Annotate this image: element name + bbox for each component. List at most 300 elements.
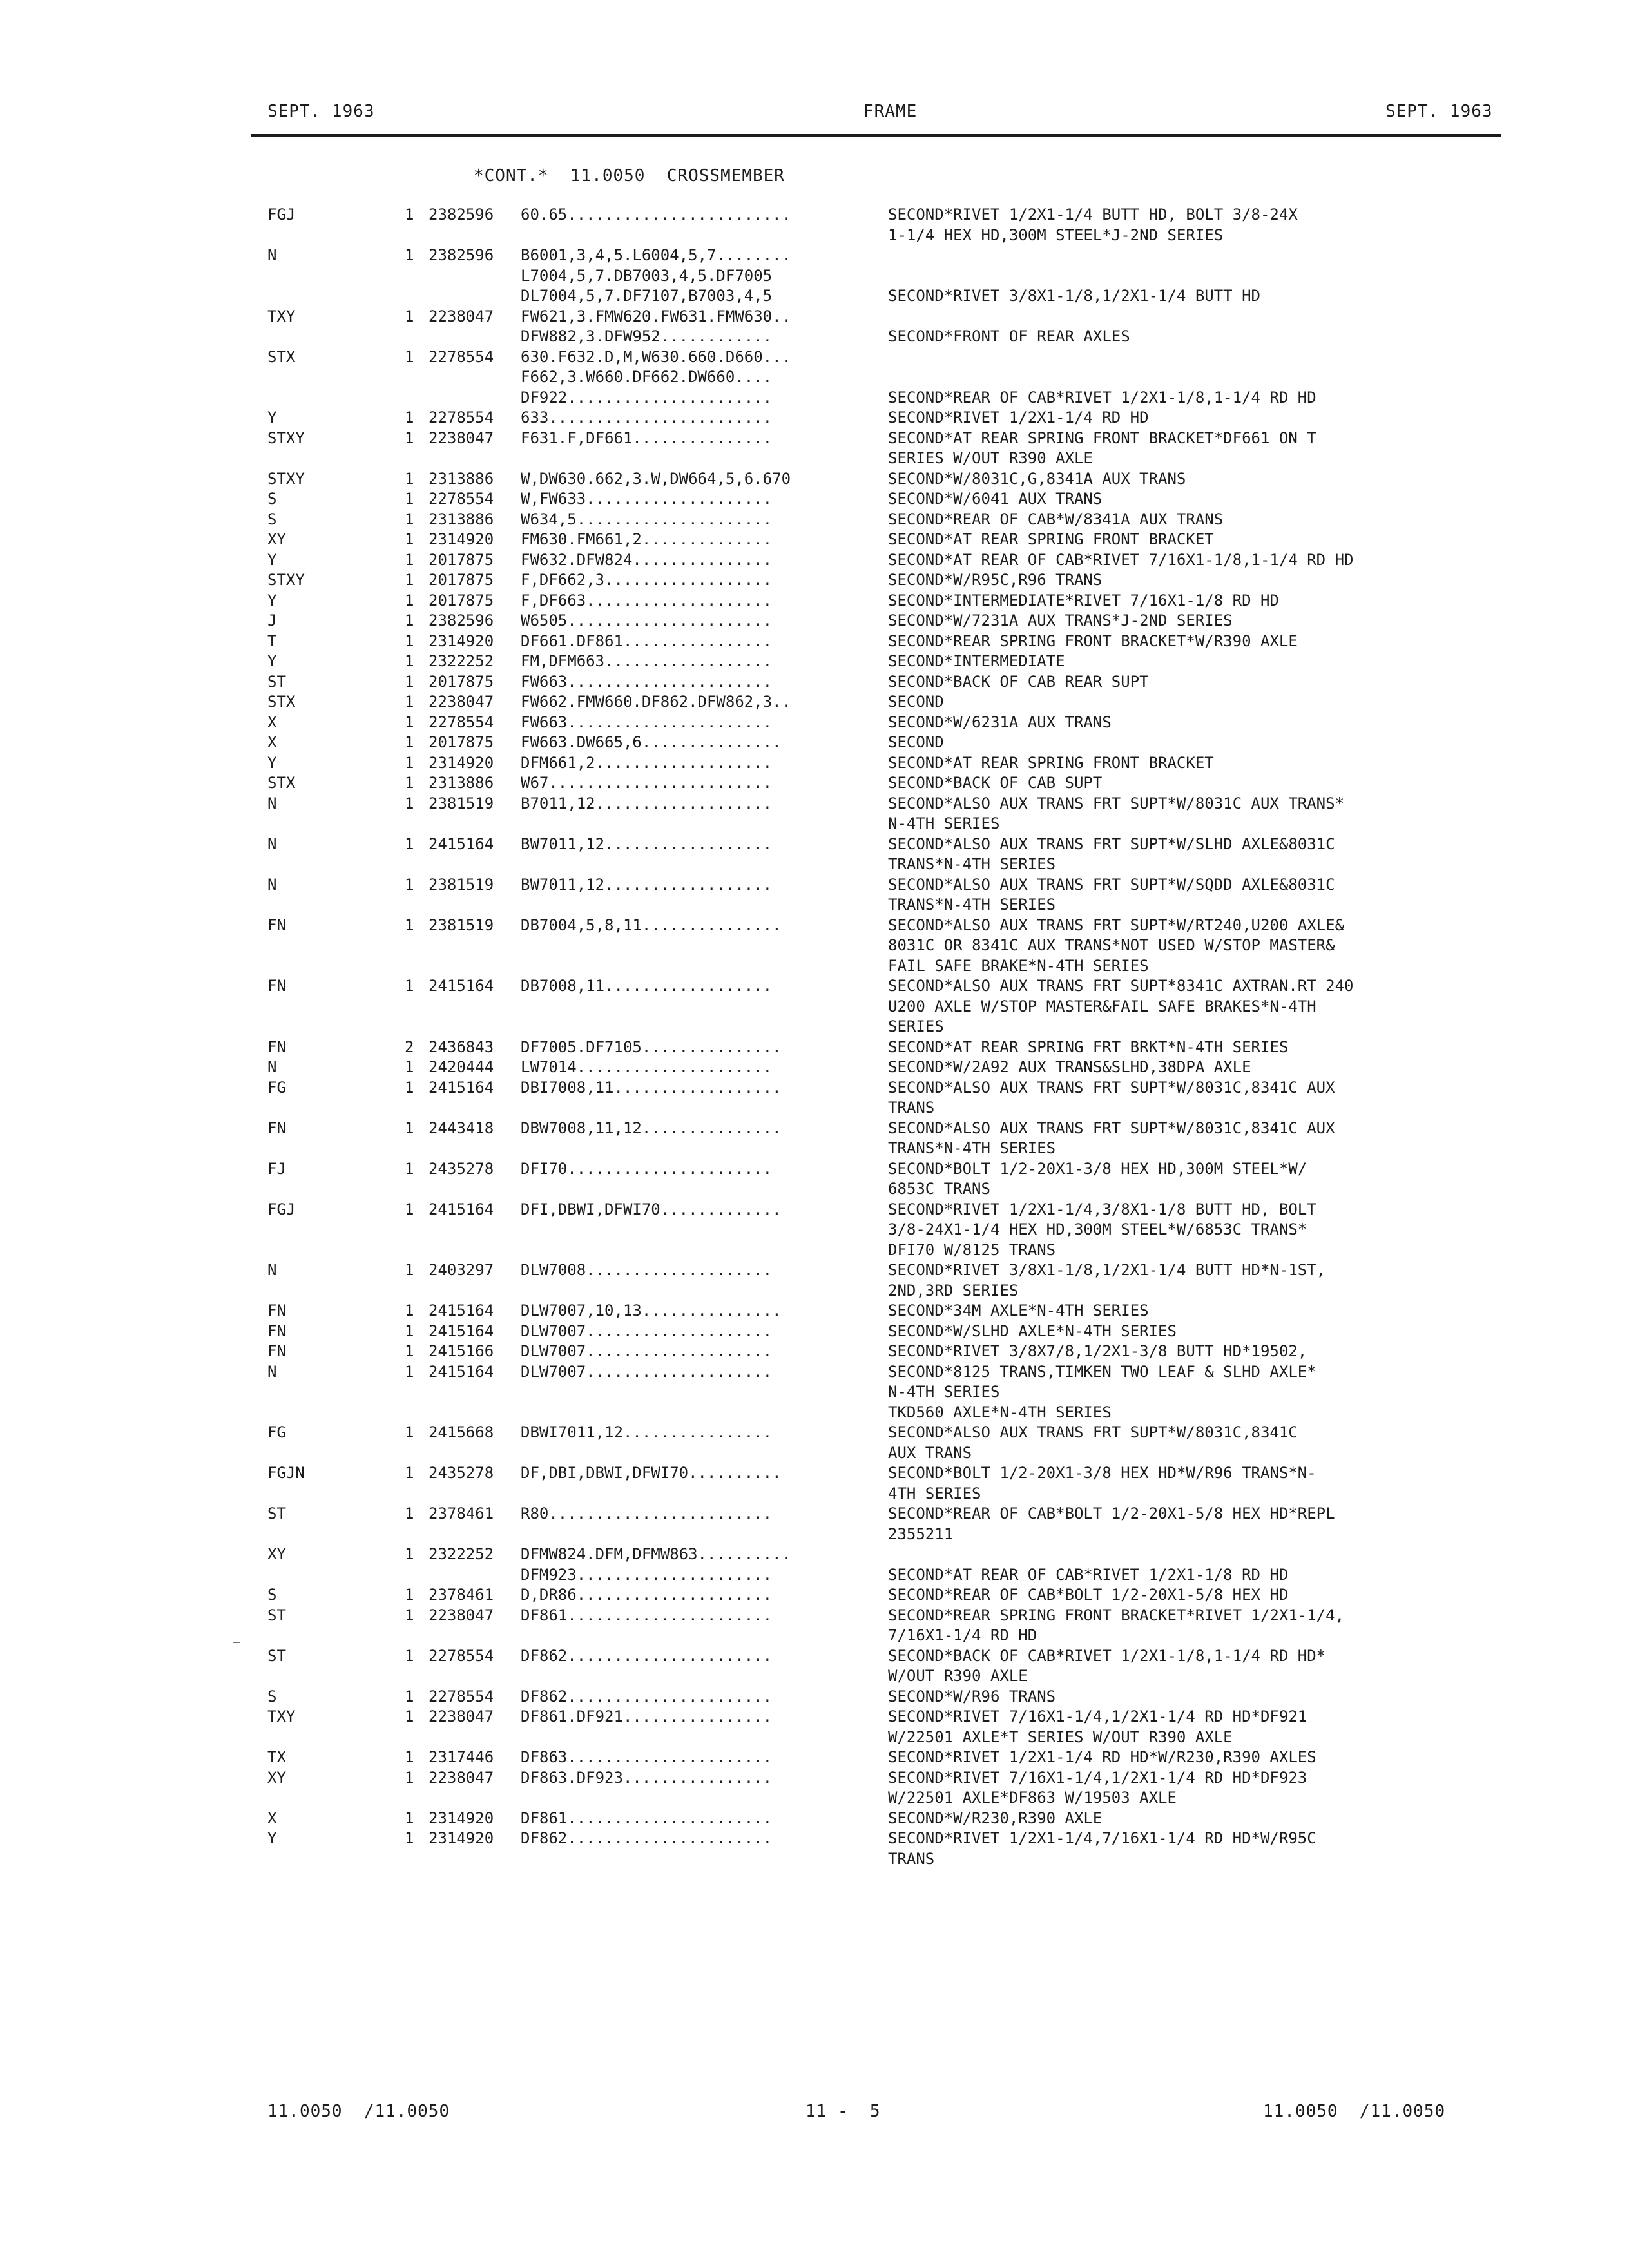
part-number: 2313886 bbox=[429, 774, 494, 792]
model-line: FW621,3.FMW620.FW631.FMW630.. bbox=[521, 307, 791, 325]
model-list bbox=[521, 651, 882, 672]
table-row bbox=[0, 1200, 1629, 1261]
model-list bbox=[521, 428, 882, 449]
quantity: 1 bbox=[405, 1423, 414, 1441]
description-line: SECOND*AT REAR OF CAB*RIVET 7/16X1-1/8,1-1/4 RD HD bbox=[888, 550, 1354, 569]
model-code: STX bbox=[267, 347, 296, 366]
model-list bbox=[521, 1809, 882, 1829]
quantity: 1 bbox=[405, 1119, 414, 1137]
footer-left: 11.0050 /11.0050 bbox=[267, 2102, 450, 2121]
description bbox=[888, 408, 1500, 428]
model-list bbox=[521, 1544, 882, 1585]
model-line: FW663...................... bbox=[521, 672, 773, 691]
description-line: SECOND*ALSO AUX TRANS FRT SUPT*W/SLHD AXLE&8031C bbox=[888, 834, 1335, 853]
table-row bbox=[0, 753, 1629, 774]
description-line: SECOND*INTERMEDIATE*RIVET 7/16X1-1/8 RD HD bbox=[888, 591, 1279, 610]
model-list bbox=[521, 611, 882, 631]
description-line: SECOND*REAR OF CAB*RIVET 1/2X1-1/8,1-1/4 RD HD bbox=[888, 388, 1316, 407]
model-code: ST bbox=[267, 1606, 286, 1624]
table-row bbox=[0, 307, 1629, 347]
description bbox=[888, 1341, 1500, 1362]
description-line: SECOND*W/8031C,G,8341A AUX TRANS bbox=[888, 469, 1186, 488]
description bbox=[888, 672, 1500, 693]
quantity: 1 bbox=[405, 1748, 414, 1766]
description-line: 3/8-24X1-1/4 HEX HD,300M STEEL*W/6853C TRANS* bbox=[888, 1220, 1307, 1238]
description bbox=[888, 1829, 1500, 1869]
description bbox=[888, 1159, 1500, 1200]
description-line: SECOND*BOLT 1/2-20X1-3/8 HEX HD,300M STEEL*W/ bbox=[888, 1159, 1307, 1178]
model-line: W,DW630.662,3.W,DW664,5,6.670 bbox=[521, 469, 791, 488]
table-row bbox=[0, 205, 1629, 245]
quantity: 1 bbox=[405, 875, 414, 894]
model-line: DF862...................... bbox=[521, 1646, 773, 1665]
description-line: SECOND*AT REAR SPRING FRONT BRACKET*DF661 ON T bbox=[888, 428, 1316, 447]
description-line: SECOND*W/2A92 AUX TRANS&SLHD,38DPA AXLE bbox=[888, 1058, 1251, 1076]
model-line: F,DF663.................... bbox=[521, 591, 773, 610]
description-line: SERIES W/OUT R390 AXLE bbox=[888, 449, 1093, 467]
part-number: 2403297 bbox=[429, 1261, 494, 1279]
description-line: SECOND*W/6231A AUX TRANS bbox=[888, 713, 1112, 731]
model-code: FG bbox=[267, 1423, 286, 1441]
description-line: TRANS*N-4TH SERIES bbox=[888, 855, 1056, 873]
part-number: 2381519 bbox=[429, 875, 494, 894]
description-line: SECOND*W/R230,R390 AXLE bbox=[888, 1809, 1103, 1827]
model-line: FM,DFM663.................. bbox=[521, 652, 773, 670]
model-code: Y bbox=[267, 591, 277, 610]
model-code: S bbox=[267, 490, 277, 508]
quantity: 1 bbox=[405, 693, 414, 711]
description-line: SECOND*AT REAR SPRING FRONT BRACKET bbox=[888, 530, 1214, 548]
model-line: DBI7008,11.................. bbox=[521, 1078, 782, 1097]
description-line: SECOND*ALSO AUX TRANS FRT SUPT*W/8031C,8341C bbox=[888, 1423, 1298, 1441]
model-line: 633........................ bbox=[521, 408, 773, 427]
footer-page-number: 11 - 5 bbox=[805, 2102, 881, 2121]
description-line: TRANS bbox=[888, 1849, 935, 1868]
description-line: SECOND*BACK OF CAB*RIVET 1/2X1-1/8,1-1/4 RD HD* bbox=[888, 1646, 1326, 1665]
model-code: FN bbox=[267, 1302, 286, 1320]
description-line: SECOND*ALSO AUX TRANS FRT SUPT*W/RT240,U200 AXLE& bbox=[888, 916, 1345, 934]
section-title: *CONT.* 11.0050 CROSSMEMBER bbox=[474, 166, 785, 186]
table-row bbox=[0, 530, 1629, 550]
header-date-right: SEPT. 1963 bbox=[1385, 102, 1493, 121]
description-line: 6853C TRANS bbox=[888, 1180, 990, 1198]
description bbox=[888, 1463, 1500, 1504]
description-line: SECOND*FRONT OF REAR AXLES bbox=[888, 327, 1130, 345]
description bbox=[888, 1585, 1500, 1606]
model-line: DFI70...................... bbox=[521, 1159, 773, 1178]
part-number: 2381519 bbox=[429, 916, 494, 934]
quantity: 1 bbox=[405, 469, 414, 488]
model-line: LW7014..................... bbox=[521, 1058, 773, 1076]
description-line: SECOND*ALSO AUX TRANS FRT SUPT*8341C AXTRAN.RT 240 bbox=[888, 977, 1354, 995]
model-code: TXY bbox=[267, 1707, 296, 1725]
description-line: SECOND*REAR OF CAB*W/8341A AUX TRANS bbox=[888, 510, 1224, 528]
table-row bbox=[0, 976, 1629, 1037]
description bbox=[888, 469, 1500, 490]
model-code: X bbox=[267, 1809, 277, 1827]
description-line bbox=[888, 367, 1500, 388]
description-line: SECOND*BACK OF CAB REAR SUPT bbox=[888, 672, 1149, 691]
description-line: SECOND*RIVET 1/2X1-1/4 RD HD bbox=[888, 408, 1149, 427]
part-number: 2314920 bbox=[429, 753, 494, 772]
header-date-left: SEPT. 1963 bbox=[267, 102, 375, 121]
part-number: 2278554 bbox=[429, 347, 494, 366]
quantity: 1 bbox=[405, 1768, 414, 1787]
quantity: 1 bbox=[405, 307, 414, 325]
part-number: 2017875 bbox=[429, 550, 494, 569]
description-line: SECOND*RIVET 1/2X1-1/4 RD HD*W/R230,R390 AXLES bbox=[888, 1748, 1316, 1766]
part-number: 2415164 bbox=[429, 834, 494, 853]
description-line: SECOND*ALSO AUX TRANS FRT SUPT*W/8031C,8341C AUX bbox=[888, 1078, 1335, 1097]
model-code: STX bbox=[267, 693, 296, 711]
model-line: 630.F632.D,M,W630.660.D660... bbox=[521, 347, 791, 366]
description-line bbox=[888, 307, 1500, 327]
description-line: SECOND*W/7231A AUX TRANS*J-2ND SERIES bbox=[888, 611, 1233, 629]
model-code: N bbox=[267, 834, 277, 853]
description-line bbox=[888, 347, 1500, 368]
table-row bbox=[0, 1829, 1629, 1869]
model-line: DL7004,5,7.DF7107,B7003,4,5 bbox=[521, 287, 773, 305]
model-code: FN bbox=[267, 916, 286, 934]
description bbox=[888, 713, 1500, 733]
part-number: 2382596 bbox=[429, 611, 494, 629]
model-list bbox=[521, 1646, 882, 1667]
model-line: FW632.DFW824............... bbox=[521, 550, 773, 569]
description bbox=[888, 550, 1500, 571]
description-line: U200 AXLE W/STOP MASTER&FAIL SAFE BRAKES*N-4TH bbox=[888, 997, 1316, 1015]
description bbox=[888, 1321, 1500, 1342]
quantity: 1 bbox=[405, 631, 414, 650]
model-list bbox=[521, 530, 882, 550]
description-line: SECOND*AT REAR SPRING FRT BRKT*N-4TH SERIES bbox=[888, 1037, 1289, 1056]
model-line: DLW7007,10,13............... bbox=[521, 1302, 782, 1320]
quantity: 1 bbox=[405, 1321, 414, 1340]
table-row bbox=[0, 834, 1629, 875]
model-code: S bbox=[267, 1687, 277, 1706]
description bbox=[888, 834, 1500, 875]
quantity: 1 bbox=[405, 1545, 414, 1563]
description bbox=[888, 307, 1500, 347]
description bbox=[888, 1423, 1500, 1463]
model-code: S bbox=[267, 510, 277, 528]
description-line: SECOND*BOLT 1/2-20X1-3/8 HEX HD*W/R96 TRANS*N- bbox=[888, 1464, 1316, 1482]
model-list bbox=[521, 692, 882, 713]
description-line: SECOND*AT REAR SPRING FRONT BRACKET bbox=[888, 753, 1214, 772]
model-code: FGJ bbox=[267, 1200, 296, 1218]
quantity: 1 bbox=[405, 428, 414, 447]
description-line: W/22501 AXLE*DF863 W/19503 AXLE bbox=[888, 1789, 1177, 1807]
quantity: 1 bbox=[405, 1200, 414, 1218]
description-line: SECOND*W/SLHD AXLE*N-4TH SERIES bbox=[888, 1321, 1177, 1340]
model-code: FJ bbox=[267, 1159, 286, 1178]
description-line: SECOND*ALSO AUX TRANS FRT SUPT*W/8031C,8341C AUX bbox=[888, 1119, 1335, 1137]
part-number: 2378461 bbox=[429, 1504, 494, 1523]
model-code: FGJN bbox=[267, 1464, 305, 1482]
model-code: FN bbox=[267, 1342, 286, 1360]
part-number: 2278554 bbox=[429, 408, 494, 427]
quantity: 1 bbox=[405, 347, 414, 366]
table-row bbox=[0, 1768, 1629, 1809]
description-line: SECOND bbox=[888, 693, 944, 711]
model-list bbox=[521, 1119, 882, 1139]
table-row bbox=[0, 591, 1629, 611]
quantity: 1 bbox=[405, 1342, 414, 1360]
table-row bbox=[0, 611, 1629, 631]
description-line: SECOND*W/R95C,R96 TRANS bbox=[888, 571, 1103, 589]
quantity: 1 bbox=[405, 1159, 414, 1178]
description bbox=[888, 489, 1500, 510]
quantity: 1 bbox=[405, 1646, 414, 1665]
description-line: AUX TRANS bbox=[888, 1443, 972, 1462]
model-code: STXY bbox=[267, 571, 305, 589]
table-row bbox=[0, 692, 1629, 713]
description bbox=[888, 591, 1500, 611]
model-code: STXY bbox=[267, 428, 305, 447]
model-code: FN bbox=[267, 977, 286, 995]
description bbox=[888, 1078, 1500, 1119]
description bbox=[888, 733, 1500, 753]
model-code: ST bbox=[267, 1504, 286, 1523]
model-code: FN bbox=[267, 1119, 286, 1137]
model-list bbox=[521, 347, 882, 408]
part-number: 2322252 bbox=[429, 652, 494, 670]
part-number: 2314920 bbox=[429, 1809, 494, 1827]
quantity: 1 bbox=[405, 1687, 414, 1706]
description bbox=[888, 1037, 1500, 1058]
description bbox=[888, 1119, 1500, 1159]
quantity: 1 bbox=[405, 1362, 414, 1381]
table-row bbox=[0, 1159, 1629, 1200]
quantity: 1 bbox=[405, 794, 414, 812]
model-code: N bbox=[267, 794, 277, 812]
model-line: FM630.FM661,2.............. bbox=[521, 530, 773, 548]
model-code: S bbox=[267, 1586, 277, 1604]
part-number: 2317446 bbox=[429, 1748, 494, 1766]
description bbox=[888, 1504, 1500, 1544]
model-line: DF,DBI,DBWI,DFWI70.......... bbox=[521, 1464, 782, 1482]
model-list bbox=[521, 713, 882, 733]
model-line: DB7004,5,8,11............... bbox=[521, 916, 782, 934]
model-line: DF861...................... bbox=[521, 1606, 773, 1624]
model-list bbox=[521, 834, 882, 855]
description bbox=[888, 1747, 1500, 1768]
model-list bbox=[521, 205, 882, 226]
table-row bbox=[0, 489, 1629, 510]
description-line: SECOND*RIVET 3/8X1-1/8,1/2X1-1/4 BUTT HD*N-1ST, bbox=[888, 1261, 1326, 1279]
model-list bbox=[521, 1423, 882, 1443]
description bbox=[888, 794, 1500, 834]
model-line: FW663...................... bbox=[521, 713, 773, 731]
model-code: ST bbox=[267, 1646, 286, 1665]
model-line: F,DF662,3.................. bbox=[521, 571, 773, 589]
description bbox=[888, 428, 1500, 469]
description bbox=[888, 1606, 1500, 1646]
description bbox=[888, 570, 1500, 591]
part-number: 2415164 bbox=[429, 1362, 494, 1381]
description-line: W/OUT R390 AXLE bbox=[888, 1667, 1028, 1685]
model-list bbox=[521, 469, 882, 490]
model-line: L7004,5,7.DB7003,4,5.DF7005 bbox=[521, 266, 773, 285]
model-code: Y bbox=[267, 408, 277, 427]
model-code: X bbox=[267, 713, 277, 731]
quantity: 1 bbox=[405, 1586, 414, 1604]
table-row bbox=[0, 1646, 1629, 1687]
description-line: SECOND*RIVET 1/2X1-1/4 BUTT HD, BOLT 3/8-24X bbox=[888, 206, 1298, 224]
model-list bbox=[521, 1037, 882, 1058]
part-number: 2238047 bbox=[429, 428, 494, 447]
quantity: 1 bbox=[405, 1078, 414, 1097]
model-list bbox=[521, 408, 882, 428]
part-number: 2238047 bbox=[429, 1768, 494, 1787]
model-line: W6505...................... bbox=[521, 611, 773, 629]
table-row bbox=[0, 428, 1629, 469]
model-list bbox=[521, 1159, 882, 1180]
quantity: 1 bbox=[405, 246, 414, 264]
description-line bbox=[888, 245, 1500, 266]
model-list bbox=[521, 591, 882, 611]
description bbox=[888, 875, 1500, 916]
model-line: DFM923..................... bbox=[521, 1565, 773, 1584]
quantity: 1 bbox=[405, 1504, 414, 1523]
quantity: 1 bbox=[405, 733, 414, 751]
model-list bbox=[521, 875, 882, 896]
model-line: D,DR86..................... bbox=[521, 1586, 773, 1604]
model-list bbox=[521, 1504, 882, 1524]
table-row bbox=[0, 651, 1629, 672]
description-line: SECOND*AT REAR OF CAB*RIVET 1/2X1-1/8 RD HD bbox=[888, 1565, 1289, 1584]
table-row bbox=[0, 1362, 1629, 1423]
part-number: 2381519 bbox=[429, 794, 494, 812]
quantity: 1 bbox=[405, 591, 414, 610]
model-line: F662,3.W660.DF662.DW660.... bbox=[521, 368, 773, 386]
model-list bbox=[521, 1078, 882, 1099]
table-row bbox=[0, 1747, 1629, 1768]
model-list bbox=[521, 1362, 882, 1383]
description-line: SECOND*34M AXLE*N-4TH SERIES bbox=[888, 1302, 1149, 1320]
quantity: 1 bbox=[405, 530, 414, 548]
part-number: 2278554 bbox=[429, 490, 494, 508]
model-line: R80........................ bbox=[521, 1504, 773, 1523]
quantity: 1 bbox=[405, 1302, 414, 1320]
part-number: 2415164 bbox=[429, 1321, 494, 1340]
table-row bbox=[0, 1321, 1629, 1342]
quantity: 1 bbox=[405, 206, 414, 224]
part-number: 2017875 bbox=[429, 672, 494, 691]
description bbox=[888, 916, 1500, 977]
quantity: 1 bbox=[405, 652, 414, 670]
description-line: SECOND*W/6041 AUX TRANS bbox=[888, 490, 1103, 508]
model-code: FGJ bbox=[267, 206, 296, 224]
model-line: DF862...................... bbox=[521, 1829, 773, 1847]
model-line: B7011,12................... bbox=[521, 794, 773, 812]
model-line: FW662.FMW660.DF862.DFW862,3.. bbox=[521, 693, 791, 711]
part-number: 2313886 bbox=[429, 469, 494, 488]
table-row bbox=[0, 1544, 1629, 1585]
model-line: DLW7007.................... bbox=[521, 1362, 773, 1381]
model-code: N bbox=[267, 1058, 277, 1076]
table-row bbox=[0, 713, 1629, 733]
model-code: ST bbox=[267, 672, 286, 691]
table-row bbox=[0, 1504, 1629, 1544]
model-line: DBW7008,11,12............... bbox=[521, 1119, 782, 1137]
part-number: 2238047 bbox=[429, 1606, 494, 1624]
table-row bbox=[0, 1606, 1629, 1646]
model-code: FN bbox=[267, 1037, 286, 1056]
model-list bbox=[521, 1768, 882, 1789]
quantity: 1 bbox=[405, 774, 414, 792]
model-line: DF862...................... bbox=[521, 1687, 773, 1706]
model-line: DF863.DF923................ bbox=[521, 1768, 773, 1787]
model-line: DBWI7011,12................ bbox=[521, 1423, 773, 1441]
model-list bbox=[521, 1341, 882, 1362]
description bbox=[888, 651, 1500, 672]
description-line: SERIES bbox=[888, 1017, 944, 1035]
header-rule bbox=[251, 134, 1501, 137]
margin-mark bbox=[233, 1642, 240, 1643]
description-line: 4TH SERIES bbox=[888, 1484, 981, 1503]
header-section-title: FRAME bbox=[863, 102, 918, 121]
part-number: 2435278 bbox=[429, 1464, 494, 1482]
description-line: SECOND*BACK OF CAB SUPT bbox=[888, 774, 1103, 792]
model-list bbox=[521, 1463, 882, 1484]
model-line: W634,5..................... bbox=[521, 510, 773, 528]
description bbox=[888, 1646, 1500, 1687]
model-line: DF922...................... bbox=[521, 388, 773, 407]
model-code: T bbox=[267, 631, 277, 650]
table-row bbox=[0, 733, 1629, 753]
model-list bbox=[521, 672, 882, 693]
model-line: DF861...................... bbox=[521, 1809, 773, 1827]
description-line: SECOND*RIVET 7/16X1-1/4,1/2X1-1/4 RD HD*DF921 bbox=[888, 1707, 1307, 1725]
part-number: 2278554 bbox=[429, 1687, 494, 1706]
model-code: FN bbox=[267, 1321, 286, 1340]
model-code: N bbox=[267, 1362, 277, 1381]
model-list bbox=[521, 1687, 882, 1707]
part-number: 2415668 bbox=[429, 1423, 494, 1441]
table-row bbox=[0, 408, 1629, 428]
model-list bbox=[521, 550, 882, 571]
description bbox=[888, 530, 1500, 550]
model-line: DFM661,2................... bbox=[521, 753, 773, 772]
model-line: DLW7008.................... bbox=[521, 1261, 773, 1279]
description bbox=[888, 773, 1500, 794]
table-row bbox=[0, 1301, 1629, 1321]
part-number: 2415164 bbox=[429, 1302, 494, 1320]
quantity: 1 bbox=[405, 408, 414, 427]
model-line: 60.65........................ bbox=[521, 206, 791, 224]
model-code: N bbox=[267, 1261, 277, 1279]
description-line: 2ND,3RD SERIES bbox=[888, 1281, 1019, 1300]
part-number: 2017875 bbox=[429, 571, 494, 589]
quantity: 1 bbox=[405, 713, 414, 731]
part-number: 2314920 bbox=[429, 530, 494, 548]
description-line: SECOND*RIVET 7/16X1-1/4,1/2X1-1/4 RD HD*DF923 bbox=[888, 1768, 1307, 1787]
model-list bbox=[521, 570, 882, 591]
model-line: DF861.DF921................ bbox=[521, 1707, 773, 1725]
part-number: 2415164 bbox=[429, 1078, 494, 1097]
model-list bbox=[521, 510, 882, 530]
description-line: 8031C OR 8341C AUX TRANS*NOT USED W/STOP MASTER& bbox=[888, 936, 1335, 954]
description bbox=[888, 1768, 1500, 1809]
table-row bbox=[0, 1423, 1629, 1463]
description-line: SECOND*RIVET 3/8X1-1/8,1/2X1-1/4 BUTT HD bbox=[888, 287, 1260, 305]
table-row bbox=[0, 1585, 1629, 1606]
model-line: FW663.DW665,6............... bbox=[521, 733, 782, 751]
description-line bbox=[888, 1544, 1500, 1565]
description-line bbox=[888, 266, 1500, 287]
model-code: N bbox=[267, 875, 277, 894]
model-line: DFMW824.DFM,DFMW863.......... bbox=[521, 1545, 791, 1563]
